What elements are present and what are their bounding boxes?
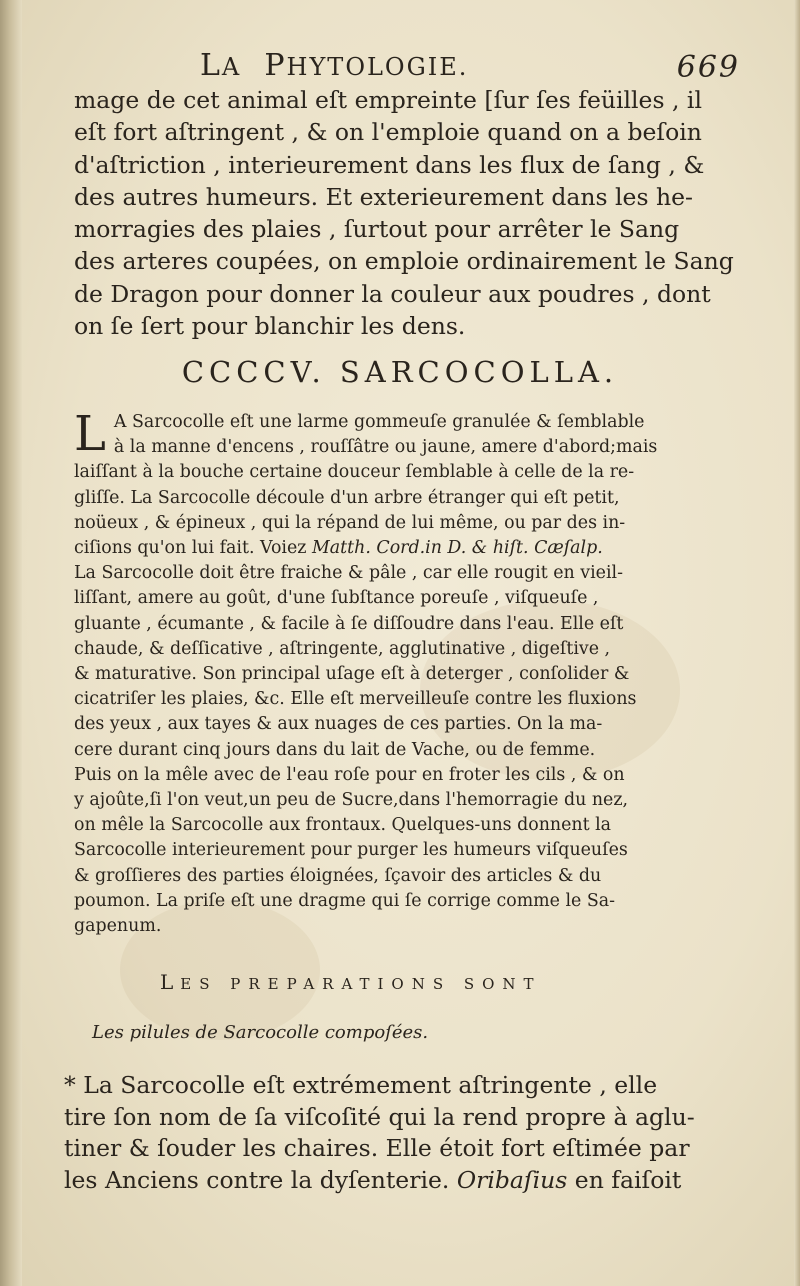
text-line: A Sarcocolle eſt une larme gommeuſe granulée & ſemblable: [113, 412, 645, 432]
text-line: & groſſieres des parties éloignées, ſçavoir des articles & du: [74, 865, 602, 886]
text-line: des arteres coupées, on emploie ordinairement le Sang: [74, 247, 734, 276]
paragraph-dragon-blood: [74, 84, 734, 342]
citation: Matth. Cord.in D. & hiſt. Cæſalp.: [311, 538, 603, 559]
running-title: [200, 48, 468, 83]
text-segment: ciſions qu'on lui fait. Voiez: [74, 538, 307, 559]
title-rest: A: [221, 53, 242, 81]
text-line: gluante , écumante , & facile à ſe diſſoudre dans l'eau. Elle eſt: [74, 613, 624, 634]
author-name: Oribaſius: [456, 1165, 568, 1194]
text-line: chaude, & deſſicative , aſtringente, agglutinative , digeſtive ,: [74, 638, 611, 659]
drop-cap: L: [74, 406, 106, 462]
subhead-rest: ES PREPARATIONS SONT: [180, 975, 542, 993]
text-line: gapenum.: [74, 916, 162, 937]
text-line: à la manne d'encens , rouſſâtre ou jaune, amere d'abord;mais: [113, 437, 658, 458]
paragraph-sarcocolla: [74, 406, 694, 939]
text-segment: les Anciens contre la dyſenterie.: [64, 1165, 450, 1194]
text-line: Sarcocolle interieurement pour purger les humeurs viſqueuſes: [74, 840, 628, 861]
text-line: des autres humeurs. Et exterieurement dans les he-: [74, 182, 693, 211]
text-line: poumon. La priſe eſt une dragme qui ſe corrige comme le Sa-: [74, 890, 616, 911]
text-line: noüeux , & épineux , qui la répand de lui même, ou par des in-: [74, 512, 626, 533]
text-line: [64, 1165, 694, 1197]
text-line: La Sarcocolle doit être fraiche & pâle , car elle rougit en vieil-: [74, 563, 623, 584]
text-line: [74, 536, 694, 561]
text-line: Puis on la mêle avec de l'eau roſe pour en froter les cils , & on: [74, 764, 625, 785]
text-line: morragies des plaies , ſurtout pour arrêter le Sang: [74, 215, 680, 244]
text-line: tiner & ſouder les chaires. Elle étoit fort eſtimée par: [64, 1134, 690, 1162]
text-line: on ſe ſert pour blanchir les dens.: [74, 312, 466, 341]
preparations-heading: [160, 970, 610, 994]
section-heading: CCCCV. SARCOCOLLA.: [181, 355, 619, 389]
page-number: 669: [676, 50, 740, 85]
text-line: gliſſe. La Sarcocolle découle d'un arbre étranger qui eſt petit,: [74, 487, 620, 508]
text-line: mage de cet animal eſt empreinte [ſur ſes feüilles , il: [74, 86, 702, 114]
title-initial: L: [200, 48, 222, 83]
text-line: tire ſon nom de ſa viſcoſité qui la rend propre à aglu-: [64, 1102, 695, 1131]
text-line: des yeux , aux tayes & aux nuages de ces parties. On la ma-: [74, 714, 603, 735]
text-line: & maturative. Son principal uſage eſt à deterger , conſolider &: [74, 664, 630, 685]
text-line: liſſant, amere au goût, d'une ſubſtance poreuſe , viſqueuſe ,: [74, 588, 599, 609]
page-edge-shadow: [794, 0, 800, 1286]
text-line: cicatriſer les plaies, &c. Elle eſt merveilleuſe contre les fluxions: [74, 689, 637, 710]
text-segment: en faiſoit: [574, 1165, 682, 1194]
running-header: [200, 48, 740, 88]
subhead-initial: L: [160, 970, 181, 994]
title-rest: HYTOLOGIE.: [286, 53, 469, 81]
text-line: y ajoûte,ſi l'on veut,un peu de Sucre,dans l'hemorragie du nez,: [74, 790, 629, 811]
text-line: d'aſtriction , interieurement dans les flux de ſang , &: [74, 150, 705, 179]
text-line: eſt fort aſtringent , & on l'emploie quand on a beſoin: [74, 118, 702, 147]
page-gutter-shadow: [0, 0, 22, 1286]
paragraph-footnote: [64, 1070, 694, 1196]
text-line: laiſſant à la bouche certaine douceur ſemblable à celle de la re-: [74, 462, 635, 483]
text-line: on mêle la Sarcocolle aux frontaux. Quelques-uns donnent la: [74, 815, 612, 836]
title-initial: P: [264, 48, 287, 83]
text-line: * La Sarcocolle eſt extrémement aſtringente , elle: [64, 1071, 658, 1099]
text-line: cere durant cinq jours dans du lait de Vache, ou de femme.: [74, 739, 596, 760]
preparation-item: Les pilules de Sarcocolle compoſées.: [92, 1022, 429, 1043]
text-line: de Dragon pour donner la couleur aux poudres , dont: [74, 279, 711, 308]
